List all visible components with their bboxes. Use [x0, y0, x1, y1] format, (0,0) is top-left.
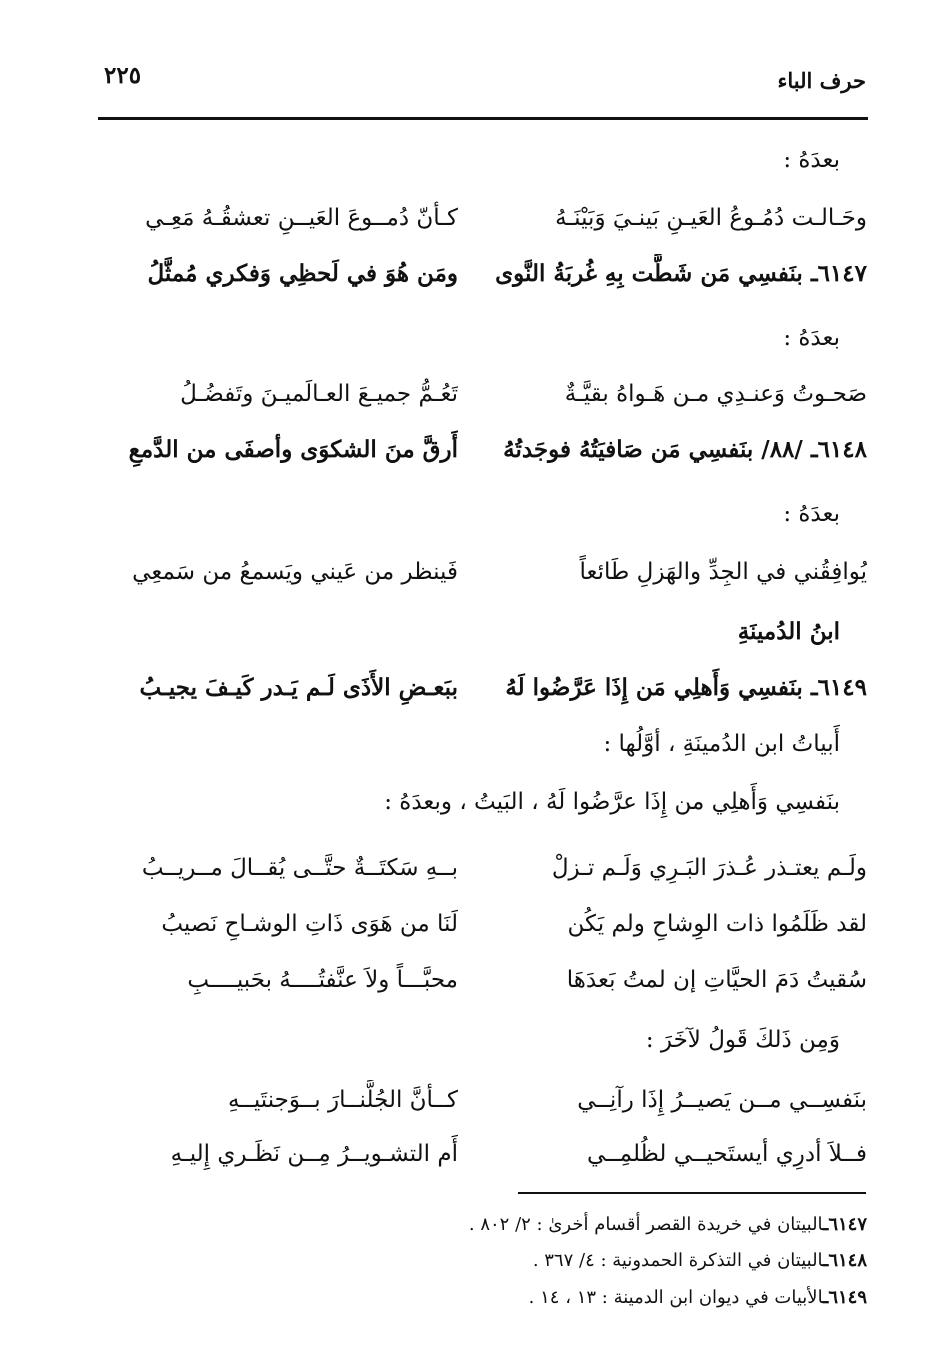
- running-title: حرف الباء: [777, 68, 866, 93]
- verse-6147-first-hemistich: ٦١٤٧ـ بنَفسِي مَن شَطَّت بِهِ غُربَةُ النَّوى: [495, 260, 867, 287]
- page-number: ٢٢٥: [104, 62, 142, 89]
- verse-5-second-hemistich: لَنَا من هَوَى ذَاتِ الوشـاحِ نَصيبُ: [161, 911, 458, 937]
- verse-6149-second-hemistich: ببَعـضِ الأَذَى لَـم يَـدر كَيـفَ يجيـبُ: [139, 674, 458, 701]
- verse-7-first-hemistich: بنَفسِــي مــن يَصيــرُ إِذَا رآنِــي: [577, 1087, 867, 1113]
- footnote-text: الأبيات في ديوان ابن الدمينة : ١٣ ، ١٤ .: [528, 1287, 824, 1308]
- verse-1-first-hemistich: وحَـالـت دُمُـوعُ العَيـنِ بَينـيَ وَبَيْنَـهُ: [555, 205, 867, 231]
- verse-6-first-hemistich: سُقيتُ دَمَ الحيَّاتِ إن لمتُ بَعدَهَا: [566, 967, 867, 993]
- verse-6148-second-hemistich: أَرقَّ منَ الشكوَى وأصفَى من الدَّمعِ: [128, 436, 458, 463]
- verse-2-second-hemistich: تَعُـمُّ جميـعَ العـالَميـنَ وتَفضُـلُ: [180, 381, 458, 407]
- poet-name: ابنُ الدُمينَةِ: [737, 618, 840, 645]
- footnote-text: البيتان في التذكرة الحمدونية : ٤/ ٣٦٧ .: [532, 1250, 824, 1271]
- verse-5-first-hemistich: لقد ظَلَمُوا ذات الوِشاحِ ولم يَكُن: [567, 911, 867, 937]
- verse-6148-first-hemistich: ٦١٤٨ـ /٨٨/ بنَفسِي مَن صَافيَتُهُ فوجَدتُهُ: [503, 436, 867, 463]
- footnote-text: البيتان في خريدة القصر أقسام أخرىٰ : ٢/ ٨٠٢ .: [468, 1214, 824, 1235]
- verse-3-first-hemistich: يُوافِقُني في الجِدِّ والهَزلِ طَائعاً: [579, 559, 867, 585]
- prose-line: وَمِن ذَلكَ قَولُ لآخَرَ :: [645, 1027, 840, 1053]
- verse-3-second-hemistich: فَينظر من عَيني ويَسمعُ من سَمعِي: [132, 559, 458, 585]
- page-header: [98, 62, 866, 102]
- footnote: [469, 1210, 867, 1240]
- verse-2-first-hemistich: صَحـوتُ وَعنـدِي مـن هَـواهُ بقيَّـةٌ: [564, 381, 867, 407]
- verse-6147-second-hemistich: ومَن هُوَ في لَحظِي وَفكري مُمثَّلُ: [147, 260, 458, 287]
- verse-4-second-hemistich: بــهِ سَكتَــةٌ حتَّــى يُقــالَ مــريــبُ: [141, 855, 458, 881]
- verse-1-second-hemistich: كـأنّ دُمــوعَ العَيــنِ تعشقُـهُ مَعِـي: [145, 205, 458, 231]
- footnote-number: ٦١٤٧ـ: [823, 1214, 867, 1235]
- prose-line: بنَفسِي وَأَهلِي من إِذَا عرَّضُوا لَهُ ، البَيتُ ، وبعدَهُ :: [384, 789, 840, 815]
- footnote-rule: [518, 1192, 866, 1194]
- footnote: [533, 1246, 867, 1276]
- footnote-number: ٦١٤٨ـ: [823, 1250, 867, 1271]
- intro-label: بعدَهُ :: [783, 501, 840, 527]
- prose-line: أَبياتُ ابن الدُمينَةِ ، أوَّلُها :: [603, 731, 840, 757]
- verse-6149-first-hemistich: ٦١٤٩ـ بنَفسِي وَأَهلِي مَن إِذَا عَرَّضُوا لَهُ: [505, 674, 867, 701]
- verse-7-second-hemistich: كــأنَّ الجُلَّنــارَ بــوَجنتَيــهِ: [228, 1087, 458, 1113]
- verse-8-first-hemistich: فــلاَ أدرِي أيستَحيــي لظُلمِــي: [587, 1141, 867, 1167]
- verse-4-first-hemistich: ولَـم يعتـذر عُـذرَ البَـرِي وَلَـم تـزلْ: [551, 855, 867, 881]
- intro-label: بعدَهُ :: [783, 147, 840, 173]
- verse-6-second-hemistich: محبَّـــاً ولاَ عنَّفتُــــهُ بحَبيــــبِ: [187, 967, 458, 993]
- footnote: [529, 1283, 867, 1313]
- header-rule: [98, 117, 868, 120]
- intro-label: بعدَهُ :: [783, 325, 840, 351]
- verse-8-second-hemistich: أَم التشـويــرُ مِــن نَظَـري إِليـهِ: [170, 1141, 458, 1167]
- footnote-number: ٦١٤٩ـ: [823, 1287, 867, 1308]
